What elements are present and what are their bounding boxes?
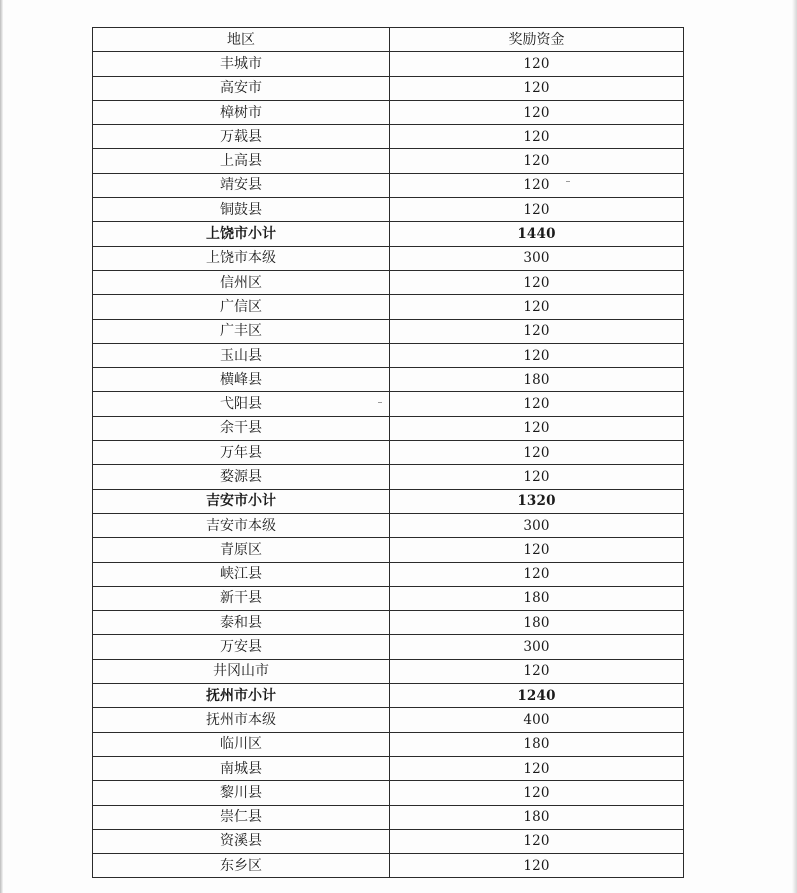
funds-cell: 120 xyxy=(390,781,684,805)
table-row xyxy=(93,732,684,756)
region-cell: 余干县 xyxy=(93,416,390,440)
region-cell: 万年县 xyxy=(93,441,390,465)
funds-cell: 120 xyxy=(390,756,684,780)
table-row xyxy=(93,513,684,537)
page-edge-shadow-right xyxy=(792,0,797,893)
table-row xyxy=(93,562,684,586)
table-row xyxy=(93,149,684,173)
region-cell: 万安县 xyxy=(93,635,390,659)
funds-cell: 120 xyxy=(390,149,684,173)
region-cell: 上高县 xyxy=(93,149,390,173)
region-cell: 玉山县 xyxy=(93,343,390,367)
funds-cell: 1440 xyxy=(390,222,684,246)
table-row xyxy=(93,319,684,343)
region-cell: 高安市 xyxy=(93,76,390,100)
table-row xyxy=(93,441,684,465)
funds-cell: 120 xyxy=(390,392,684,416)
table-row xyxy=(93,756,684,780)
funds-cell: 120 xyxy=(390,100,684,124)
table-row xyxy=(93,100,684,124)
table-row xyxy=(93,854,684,878)
table-row xyxy=(93,343,684,367)
table-row xyxy=(93,635,684,659)
region-cell: 临川区 xyxy=(93,732,390,756)
funds-cell: 300 xyxy=(390,635,684,659)
funds-cell: 120 xyxy=(390,125,684,149)
funds-cell: 1320 xyxy=(390,489,684,513)
table-row xyxy=(93,781,684,805)
funds-cell: 120 xyxy=(390,76,684,100)
table-row xyxy=(93,538,684,562)
funds-cell: 1240 xyxy=(390,684,684,708)
funds-column-header: 奖励资金 xyxy=(390,28,684,52)
region-cell: 青原区 xyxy=(93,538,390,562)
table-row xyxy=(93,416,684,440)
subtotal-row xyxy=(93,489,684,513)
region-cell: 抚州市本级 xyxy=(93,708,390,732)
table-row xyxy=(93,198,684,222)
table-row xyxy=(93,125,684,149)
region-cell: 上饶市本级 xyxy=(93,246,390,270)
funds-cell: 120 xyxy=(390,295,684,319)
funds-table xyxy=(92,27,684,878)
funds-cell: 300 xyxy=(390,513,684,537)
table-body xyxy=(93,52,684,878)
region-cell: 樟树市 xyxy=(93,100,390,124)
funds-cell: 120 xyxy=(390,562,684,586)
funds-cell: 120 xyxy=(390,538,684,562)
subtotal-row xyxy=(93,684,684,708)
table-row xyxy=(93,611,684,635)
funds-cell: 120 xyxy=(390,659,684,683)
funds-cell: 300 xyxy=(390,246,684,270)
region-cell: 横峰县 xyxy=(93,368,390,392)
table-row xyxy=(93,465,684,489)
region-cell: 信州区 xyxy=(93,270,390,294)
funds-cell: 120 xyxy=(390,465,684,489)
funds-cell: 120 xyxy=(390,270,684,294)
funds-cell: 400 xyxy=(390,708,684,732)
page-edge-shadow-left xyxy=(0,0,3,893)
region-cell: 广信区 xyxy=(93,295,390,319)
region-cell: 万载县 xyxy=(93,125,390,149)
table-row xyxy=(93,392,684,416)
region-cell: 泰和县 xyxy=(93,611,390,635)
scan-speck xyxy=(566,181,570,182)
table-row xyxy=(93,295,684,319)
region-cell: 丰城市 xyxy=(93,52,390,76)
table-row xyxy=(93,246,684,270)
funds-cell: 120 xyxy=(390,829,684,853)
region-cell: 抚州市小计 xyxy=(93,684,390,708)
funds-cell: 180 xyxy=(390,611,684,635)
funds-cell: 180 xyxy=(390,805,684,829)
region-cell: 黎川县 xyxy=(93,781,390,805)
funds-cell: 180 xyxy=(390,368,684,392)
region-cell: 铜鼓县 xyxy=(93,198,390,222)
region-cell: 新干县 xyxy=(93,586,390,610)
funds-cell: 120 xyxy=(390,173,684,197)
table-row xyxy=(93,368,684,392)
subtotal-row xyxy=(93,222,684,246)
funds-cell: 120 xyxy=(390,319,684,343)
table-row xyxy=(93,173,684,197)
funds-cell: 120 xyxy=(390,854,684,878)
table-row xyxy=(93,708,684,732)
region-cell: 峡江县 xyxy=(93,562,390,586)
table-row xyxy=(93,659,684,683)
region-cell: 资溪县 xyxy=(93,829,390,853)
region-cell: 弋阳县 xyxy=(93,392,390,416)
table-header-row xyxy=(93,28,684,52)
funds-cell: 180 xyxy=(390,586,684,610)
region-cell: 上饶市小计 xyxy=(93,222,390,246)
funds-cell: 180 xyxy=(390,732,684,756)
funds-cell: 120 xyxy=(390,441,684,465)
table-row xyxy=(93,829,684,853)
funds-cell: 120 xyxy=(390,198,684,222)
table-row xyxy=(93,76,684,100)
table-row xyxy=(93,270,684,294)
region-cell: 南城县 xyxy=(93,756,390,780)
region-cell: 吉安市本级 xyxy=(93,513,390,537)
region-cell: 东乡区 xyxy=(93,854,390,878)
scan-speck xyxy=(378,402,382,403)
table-row xyxy=(93,52,684,76)
table-row xyxy=(93,586,684,610)
region-column-header: 地区 xyxy=(93,28,390,52)
funds-cell: 120 xyxy=(390,52,684,76)
region-cell: 靖安县 xyxy=(93,173,390,197)
region-cell: 广丰区 xyxy=(93,319,390,343)
region-cell: 井冈山市 xyxy=(93,659,390,683)
funds-cell: 120 xyxy=(390,416,684,440)
region-cell: 崇仁县 xyxy=(93,805,390,829)
funds-cell: 120 xyxy=(390,343,684,367)
region-cell: 吉安市小计 xyxy=(93,489,390,513)
region-cell: 婺源县 xyxy=(93,465,390,489)
table-row xyxy=(93,805,684,829)
